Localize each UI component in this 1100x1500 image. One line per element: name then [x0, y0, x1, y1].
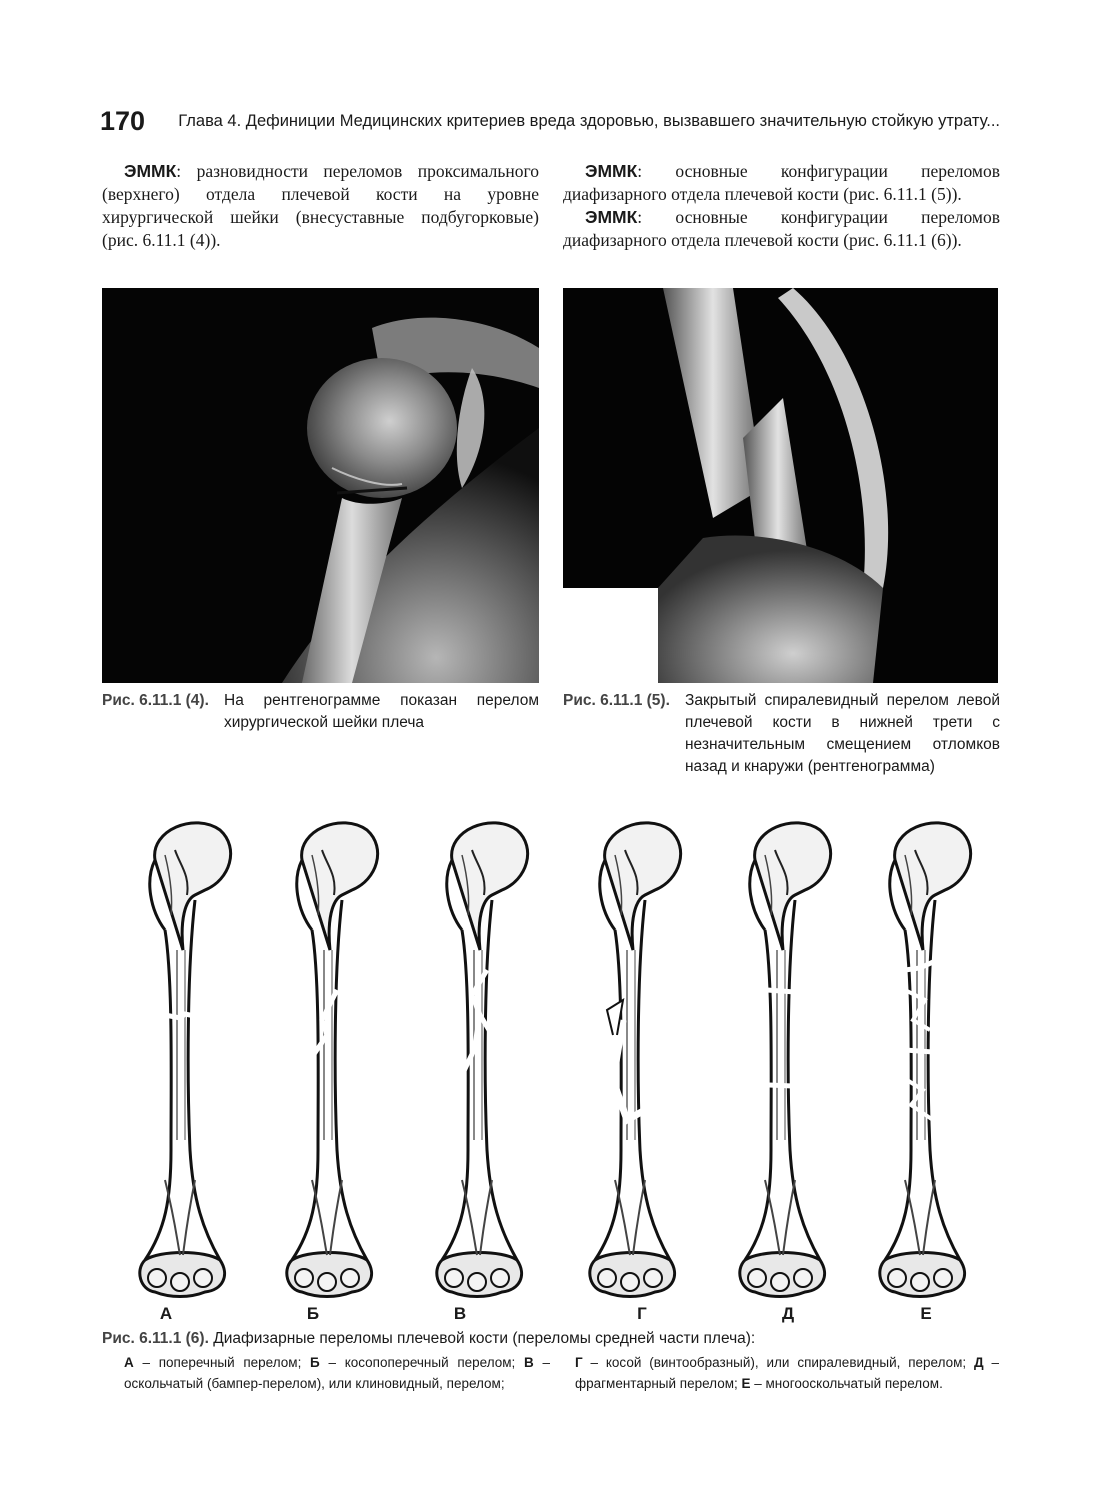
legend-key: Д: [974, 1355, 984, 1370]
legend-text: – фрагментарный перелом;: [575, 1355, 999, 1391]
bone-label-d: Д: [781, 1304, 795, 1323]
humerus-fracture-illustration: [100, 812, 1000, 1302]
legend-text: – косой (винтообразный), или спиралевидный, перелом;: [582, 1355, 975, 1370]
bone-label-v: В: [453, 1304, 467, 1323]
figure-label: Рис. 6.11.1 (6).: [102, 1330, 209, 1347]
paragraph-body: : основные конфигурации переломов диафизарного отдела плечевой кости (рис. 6.11.1 (6)).: [563, 207, 1000, 250]
figure-caption-text: Диафизарные переломы плечевой кости (переломы средней части плеча):: [213, 1330, 756, 1347]
page-number: 170: [100, 106, 146, 136]
paragraph: [563, 160, 1000, 206]
legend-key: Б: [310, 1355, 320, 1370]
term: ЭММК: [585, 161, 638, 181]
legend-key: В: [524, 1355, 534, 1370]
legend-key: Е: [741, 1376, 751, 1391]
bone-label-e: Е: [920, 1304, 932, 1323]
figure-label: Рис. 6.11.1 (5).: [563, 692, 670, 709]
legend-text: – многооскольчатый перелом.: [750, 1376, 943, 1391]
figure-6-legend-right: [575, 1352, 999, 1394]
figure-4-caption: [102, 690, 539, 740]
term: ЭММК: [585, 207, 638, 227]
paragraph-body: : основные конфигурации переломов диафизарного отдела плечевой кости (рис. 6.11.1 (5)).: [563, 161, 1000, 204]
figure-6-caption: [102, 1330, 1002, 1348]
figure-6-legend-left: [124, 1352, 550, 1394]
legend-text: – косопоперечный перелом;: [319, 1355, 525, 1370]
legend-text: – оскольчатый (бампер-перелом), или клиновидный, перелом;: [124, 1355, 550, 1391]
page-header: [100, 104, 1000, 144]
paragraph-body: : разновидности переломов проксимального (верхнего) отдела плечевой кости на уровне хирургической шейки (внесуставные подбугорковые) (рис. 6.11.1 (4)).: [102, 161, 539, 250]
xray-humerus-image: [563, 288, 998, 683]
bone-label-g: Г: [637, 1304, 647, 1323]
figure-label: Рис. 6.11.1 (4).: [102, 692, 209, 709]
figure-5-caption: [563, 690, 1000, 780]
figure-caption-text: Закрытый спиралевидный перелом левой плечевой кости в нижней трети с незначительным смещением отломков назад и кнаружи (рентгенограмма): [685, 692, 1000, 775]
legend-key: Г: [575, 1355, 583, 1370]
xray-shoulder-image: [102, 288, 539, 683]
term: ЭММК: [124, 161, 177, 181]
figure-caption-text: На рентгенограмме показан перелом хирургической шейки плеча: [224, 692, 539, 731]
bone-label-a: А: [159, 1304, 173, 1323]
running-head: Глава 4. Дефиниции Медицинских критериев вреда здоровью, вызвавшего значительную стойкую утрату...: [178, 112, 1000, 130]
paragraph: [102, 160, 539, 252]
paragraph: [563, 206, 1000, 252]
text-column-left: [102, 160, 539, 252]
text-column-right: [563, 160, 1000, 252]
legend-key: А: [124, 1355, 134, 1370]
legend-text: – поперечный перелом;: [133, 1355, 311, 1370]
bone-label-b: Б: [306, 1304, 320, 1323]
